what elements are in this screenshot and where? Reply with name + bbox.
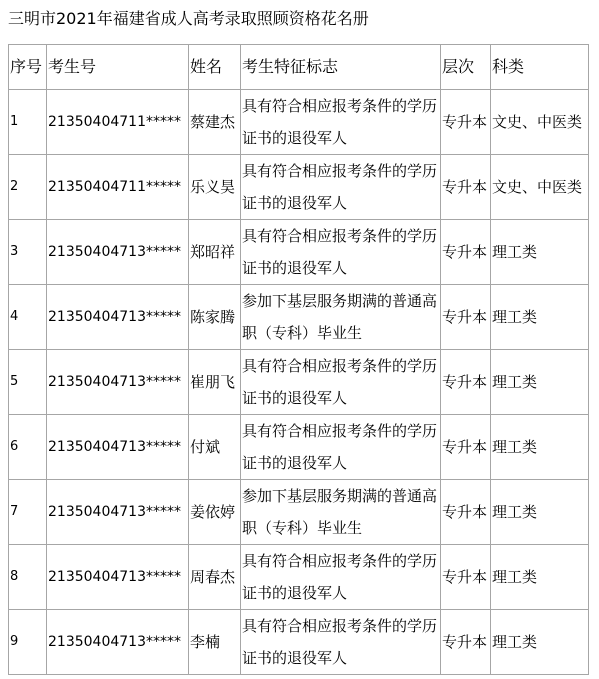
cell-level: 专升本 <box>441 350 491 415</box>
cell-seq: 6 <box>9 415 47 480</box>
table-row <box>9 350 589 415</box>
cell-seq: 8 <box>9 545 47 610</box>
cell-level: 专升本 <box>441 545 491 610</box>
cell-category: 理工类 <box>491 545 589 610</box>
cell-seq: 1 <box>9 90 47 155</box>
cell-exam-no: 21350404713***** <box>47 480 189 545</box>
cell-level: 专升本 <box>441 415 491 480</box>
cell-exam-no: 21350404713***** <box>47 545 189 610</box>
cell-feature: 具有符合相应报考条件的学历证书的退役军人 <box>241 415 441 480</box>
cell-category: 理工类 <box>491 285 589 350</box>
cell-seq: 4 <box>9 285 47 350</box>
cell-seq: 9 <box>9 610 47 675</box>
cell-exam-no: 21350404713***** <box>47 610 189 675</box>
table-row <box>9 90 589 155</box>
header-feature: 考生特征标志 <box>241 45 441 90</box>
header-category: 科类 <box>491 45 589 90</box>
cell-seq: 7 <box>9 480 47 545</box>
cell-level: 专升本 <box>441 155 491 220</box>
document-title: 三明市2021年福建省成人高考录取照顾资格花名册 <box>8 9 369 28</box>
roster-table <box>8 44 589 675</box>
table-row <box>9 480 589 545</box>
cell-seq: 3 <box>9 220 47 285</box>
table-row <box>9 610 589 675</box>
table-row <box>9 285 589 350</box>
cell-category: 理工类 <box>491 415 589 480</box>
cell-name: 陈家腾 <box>189 285 241 350</box>
cell-name: 周春杰 <box>189 545 241 610</box>
header-exam-no: 考生号 <box>47 45 189 90</box>
cell-category: 理工类 <box>491 480 589 545</box>
cell-name: 乐义昊 <box>189 155 241 220</box>
cell-feature: 参加下基层服务期满的普通高职（专科）毕业生 <box>241 285 441 350</box>
cell-feature: 具有符合相应报考条件的学历证书的退役军人 <box>241 545 441 610</box>
cell-exam-no: 21350404711***** <box>47 155 189 220</box>
cell-seq: 5 <box>9 350 47 415</box>
cell-name: 崔朋飞 <box>189 350 241 415</box>
cell-feature: 具有符合相应报考条件的学历证书的退役军人 <box>241 610 441 675</box>
cell-name: 郑昭祥 <box>189 220 241 285</box>
header-seq: 序号 <box>9 45 47 90</box>
cell-feature: 具有符合相应报考条件的学历证书的退役军人 <box>241 90 441 155</box>
cell-exam-no: 21350404713***** <box>47 285 189 350</box>
cell-feature: 具有符合相应报考条件的学历证书的退役军人 <box>241 220 441 285</box>
cell-name: 蔡建杰 <box>189 90 241 155</box>
header-name: 姓名 <box>189 45 241 90</box>
table-row <box>9 220 589 285</box>
cell-level: 专升本 <box>441 610 491 675</box>
cell-category: 理工类 <box>491 350 589 415</box>
table-header-row <box>9 45 589 90</box>
cell-name: 姜依婷 <box>189 480 241 545</box>
cell-feature: 参加下基层服务期满的普通高职（专科）毕业生 <box>241 480 441 545</box>
table-row <box>9 155 589 220</box>
table-row <box>9 415 589 480</box>
cell-category: 理工类 <box>491 220 589 285</box>
cell-feature: 具有符合相应报考条件的学历证书的退役军人 <box>241 155 441 220</box>
cell-category: 理工类 <box>491 610 589 675</box>
header-level: 层次 <box>441 45 491 90</box>
cell-feature: 具有符合相应报考条件的学历证书的退役军人 <box>241 350 441 415</box>
table-body <box>9 90 589 675</box>
cell-category: 文史、中医类 <box>491 155 589 220</box>
cell-exam-no: 21350404711***** <box>47 90 189 155</box>
cell-level: 专升本 <box>441 90 491 155</box>
cell-exam-no: 21350404713***** <box>47 415 189 480</box>
cell-category: 文史、中医类 <box>491 90 589 155</box>
cell-seq: 2 <box>9 155 47 220</box>
table-row <box>9 545 589 610</box>
cell-level: 专升本 <box>441 285 491 350</box>
cell-level: 专升本 <box>441 220 491 285</box>
cell-exam-no: 21350404713***** <box>47 350 189 415</box>
cell-level: 专升本 <box>441 480 491 545</box>
cell-exam-no: 21350404713***** <box>47 220 189 285</box>
cell-name: 付斌 <box>189 415 241 480</box>
cell-name: 李楠 <box>189 610 241 675</box>
